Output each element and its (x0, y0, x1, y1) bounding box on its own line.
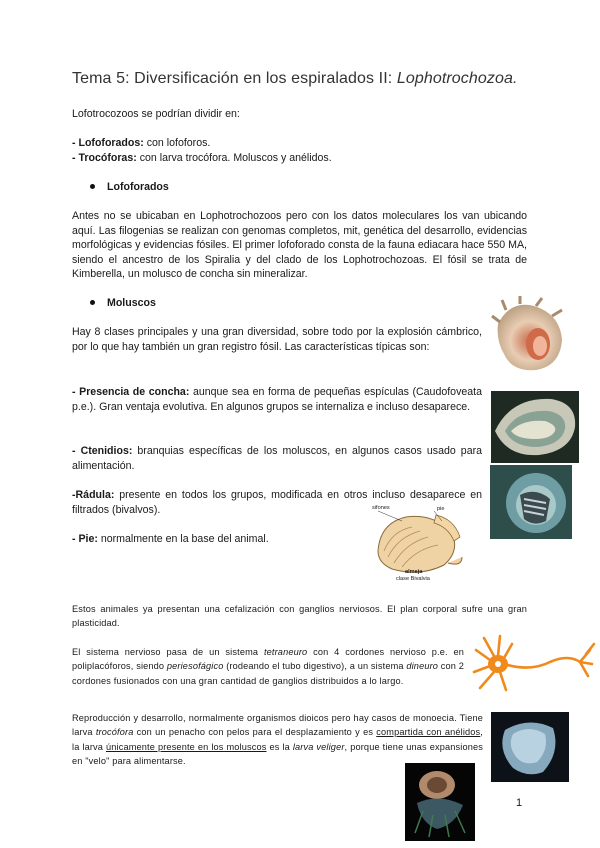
diagram-label-sifones: sifones (372, 505, 390, 511)
heading-lofoforados: Lofoforados (90, 181, 169, 193)
diagram-caption-almeja: almeja (405, 569, 423, 575)
murex-shell-image (490, 296, 568, 376)
trait-radula: -Rádula: presente en todos los grupos, modificada en otros incluso desaparece en filtrados (bivalvos). (72, 489, 482, 516)
group-trocoforas: - Trocóforas: con larva trocófora. Moluscos y anélidos. (72, 152, 332, 164)
trait-concha: - Presencia de concha: aunque sea en forma de pequeñas espículas (Caudofoveata p.e.). Gran ventaja evolutiva. En algunos grupos se internaliza e incluso desaparece. (72, 386, 482, 413)
neuron-illustration (470, 632, 596, 694)
diagram-label-pie: pie (437, 506, 445, 512)
trait-pie: - Pie: normalmente en la base del animal. (72, 533, 269, 545)
trait-ctenidios: - Ctenidios: branquias específicas de los moluscos, en algunos casos usado para alimentación. (72, 445, 483, 472)
reproduccion-paragraph: Reproducción y desarrollo, normalmente organismos dioicos pero hay casos de monoecia. Tiene larva trocófora con un penacho con pelos para el desplazamiento y es compartida con anélidos, la larva únicamente presente en los moluscos es la larva veliger, porque tiene unas expansiones en "velo" para alimentarse. (72, 713, 483, 767)
radula-image (490, 465, 572, 539)
veliger-image (405, 763, 475, 841)
cefalizacion-paragraph: Estos animales ya presentan una cefalización con ganglios nerviosos. El plan corporal sufre una gran plasticidad. (72, 604, 527, 629)
lofoforados-paragraph: Antes no se ubicaban en Lophotrochozoos pero con los datos moleculares los van ubicando aquí. Las filogenias se realizan con genomas completos, mit, genética del desarrollo, evidencias morfológicas y evidencias fósiles. El primer lofoforado consta de la fauna ediacara hace 550 MA, siendo el ancestro de los Spiralia y del clado de los Lophotrochozoas. El fósil se trata de Kimberella, un molusco de concha sin mineralizar. (72, 210, 527, 281)
diagram-caption-clase: clase Bivalvia (396, 576, 430, 582)
page-title: Tema 5: Diversificación en los espiralados II: Lophotrochozoa. (72, 70, 518, 87)
heading-moluscos: Moluscos (90, 297, 156, 309)
moluscos-paragraph: Hay 8 clases principales y una gran diversidad, sobre todo por la explosión cámbrico, por lo que hay también un gran registro fósil. Las características típicas son: (72, 326, 482, 353)
sistema-nervioso-paragraph: El sistema nervioso pasa de un sistema tetraneuro con 4 cordones nervioso p.e. en poliplacóforos, siendo periesofágico (rodeando el tubo digestivo), a un sistema dineuro con 2 cordones fusionados con una gran cantidad de ganglios distribuidos a lo largo. (72, 647, 465, 686)
group-lofoforados: - Lofoforados: con lofoforos. (72, 137, 211, 149)
intro-text: Lofotrocozoos se podrían dividir en: (72, 108, 240, 120)
oyster-image (491, 391, 579, 463)
larva-image (491, 712, 569, 782)
page-number: 1 (516, 797, 523, 809)
